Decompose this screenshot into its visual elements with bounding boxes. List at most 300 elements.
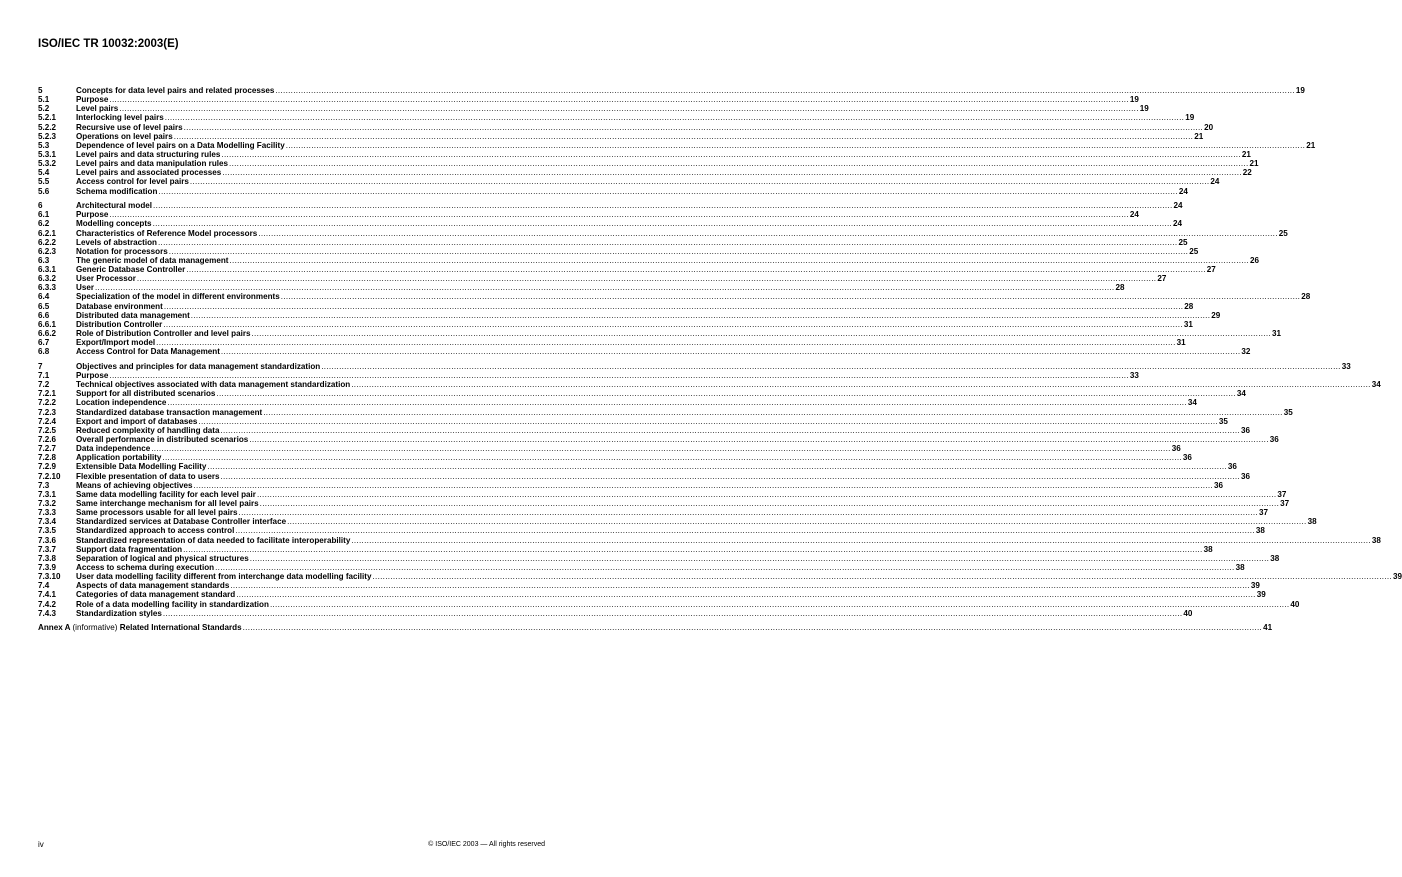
- toc-entry-title: Purpose: [76, 210, 109, 220]
- toc-entry-number: 6.7: [38, 338, 50, 348]
- dot-leader: ................................................................................................................................................................................................................................................................................................................................................................................................................: [249, 553, 1270, 563]
- toc-entry[interactable]: [38, 480, 1223, 490]
- toc-entry-title: Standardized services at Database Controller interface: [76, 517, 287, 527]
- toc-entry-title: Operations on level pairs: [76, 131, 173, 141]
- toc-section-1: [38, 86, 1316, 196]
- toc-entry-number: 7.3.7: [38, 544, 57, 554]
- toc-entry[interactable]: [38, 265, 1216, 275]
- toc-entry-number: 5.3: [38, 140, 50, 150]
- dot-leader: ................................................................................................................................................................................................................................................................................................................................................................................................................: [157, 237, 1178, 247]
- toc-entry-title: Level pairs and data structuring rules: [76, 149, 221, 159]
- toc-entry-number: 7.2.6: [38, 434, 57, 444]
- toc-entry-number: 6.6.2: [38, 329, 57, 339]
- toc-entry-page: 24: [1173, 219, 1183, 229]
- toc-entry-number: 7.3.4: [38, 517, 57, 527]
- toc-entry[interactable]: [38, 489, 1287, 499]
- toc-entry-page: 36: [1240, 471, 1250, 481]
- toc-entry-page: 29: [1211, 310, 1221, 320]
- dot-leader: ................................................................................................................................................................................................................................................................................................................................................................................................................: [275, 86, 1295, 95]
- toc-entry-page: 25: [1189, 246, 1199, 256]
- dot-leader: ................................................................................................................................................................................................................................................................................................................................................................................................................: [193, 480, 1213, 490]
- dot-leader: ................................................................................................................................................................................................................................................................................................................................................................................................................: [256, 489, 1277, 499]
- dot-leader: ................................................................................................................................................................................................................................................................................................................................................................................................................: [164, 113, 1185, 123]
- dot-leader: ................................................................................................................................................................................................................................................................................................................................................................................................................: [249, 434, 1269, 444]
- toc-entry-title: The generic model of data management: [76, 255, 229, 265]
- toc-entry-number: 5.2: [38, 104, 50, 114]
- toc-entry-number: 6.6: [38, 310, 50, 320]
- toc-entry-number: 7: [38, 361, 43, 371]
- dot-leader: ................................................................................................................................................................................................................................................................................................................................................................................................................: [259, 498, 1280, 508]
- toc-entry-page: 21: [1249, 159, 1259, 169]
- toc-entry-title: Standardization styles: [76, 608, 162, 618]
- toc-entry-page: 19: [1295, 86, 1305, 95]
- toc-entry-title: Objectives and principles for data management standardization: [76, 361, 321, 371]
- toc-entry-title: User data modelling facility different from interchange data modelling facility: [76, 572, 372, 582]
- toc-entry-number: 6.1: [38, 210, 50, 220]
- toc-entry[interactable]: [38, 517, 1317, 527]
- toc-entry-number: 5: [38, 86, 43, 95]
- toc-annex-entry[interactable]: [38, 623, 1273, 633]
- toc-entry[interactable]: [38, 186, 1188, 196]
- toc-entry-page: 21: [1194, 131, 1204, 141]
- dot-leader: ................................................................................................................................................................................................................................................................................................................................................................................................................: [230, 581, 1250, 591]
- toc-entry-number: 6.2.1: [38, 228, 57, 238]
- toc-entry-number: 7.3.9: [38, 562, 57, 572]
- dot-leader: ................................................................................................................................................................................................................................................................................................................................................................................................................: [372, 572, 1392, 582]
- dot-leader: ................................................................................................................................................................................................................................................................................................................................................................................................................: [238, 508, 1258, 518]
- toc-entry-number: 6.5: [38, 301, 50, 311]
- dot-leader: ................................................................................................................................................................................................................................................................................................................................................................................................................: [152, 219, 1173, 229]
- document-header: ISO/IEC TR 10032:2003(E): [38, 38, 179, 50]
- toc-entry-title: Dependence of level pairs on a Data Modelling Facility: [76, 140, 285, 150]
- toc-entry-number: 7.3: [38, 480, 50, 490]
- toc-entry[interactable]: [38, 122, 1214, 132]
- dot-leader: ................................................................................................................................................................................................................................................................................................................................................................................................................: [186, 265, 1206, 275]
- toc-section-2: [38, 201, 1311, 357]
- toc-entry[interactable]: [38, 599, 1300, 609]
- dot-leader: ................................................................................................................................................................................................................................................................................................................................................................................................................: [158, 186, 1178, 196]
- dot-leader: ................................................................................................................................................................................................................................................................................................................................................................................................................: [95, 283, 1115, 293]
- toc-entry-title: Aspects of data management standards: [76, 581, 230, 591]
- toc-entry-number: 7.2.5: [38, 425, 57, 435]
- dot-leader: ................................................................................................................................................................................................................................................................................................................................................................................................................: [189, 177, 1210, 187]
- toc-entry-page: 27: [1157, 274, 1167, 284]
- dot-leader: ................................................................................................................................................................................................................................................................................................................................................................................................................: [207, 462, 1227, 472]
- toc-entry[interactable]: [38, 228, 1288, 238]
- toc-entry-page: 36: [1240, 425, 1250, 435]
- toc-entry[interactable]: [38, 113, 1195, 123]
- toc-entry-title: Distributed data management: [76, 310, 190, 320]
- dot-leader: ................................................................................................................................................................................................................................................................................................................................................................................................................: [163, 301, 1184, 311]
- toc-entry-title: Standardized approach to access control: [76, 526, 235, 536]
- dot-leader: ................................................................................................................................................................................................................................................................................................................................................................................................................: [229, 255, 1249, 265]
- toc-entry-title: Level pairs and data manipulation rules: [76, 159, 229, 169]
- toc-entry-page: 35: [1218, 416, 1228, 426]
- dot-leader: ................................................................................................................................................................................................................................................................................................................................................................................................................: [153, 201, 1173, 211]
- toc-entry-title: Support for all distributed scenarios: [76, 389, 216, 399]
- toc-annex-title: [38, 623, 242, 632]
- dot-leader: ................................................................................................................................................................................................................................................................................................................................................................................................................: [151, 444, 1171, 454]
- toc-entry-title: Level pairs and associated processes: [76, 168, 222, 178]
- toc-entry-page: 28: [1115, 283, 1125, 293]
- dot-leader: ................................................................................................................................................................................................................................................................................................................................................................................................................: [183, 122, 1204, 132]
- toc-entry-title: Export and import of databases: [76, 416, 198, 426]
- dot-leader: ................................................................................................................................................................................................................................................................................................................................................................................................................: [269, 599, 1290, 609]
- toc-entry-page: 38: [1371, 535, 1381, 545]
- toc-entry-number: 7.1: [38, 371, 50, 380]
- toc-entry-number: 6.3: [38, 255, 50, 265]
- toc-entry-number: 7.4.2: [38, 599, 57, 609]
- toc-entry-title: Same interchange mechanism for all level pairs: [76, 498, 259, 508]
- toc-entry-page: 25: [1278, 228, 1288, 238]
- toc-entry-page: 19: [1139, 104, 1149, 114]
- toc-entry-title: Role of Distribution Controller and level pairs: [76, 329, 251, 339]
- dot-leader: ................................................................................................................................................................................................................................................................................................................................................................................................................: [258, 228, 1278, 238]
- toc-entry-page: 24: [1210, 177, 1220, 187]
- toc-entry-number: 7.3.2: [38, 498, 57, 508]
- toc-entry-page: 25: [1178, 237, 1188, 247]
- toc-entry-title: Export/Import model: [76, 338, 156, 348]
- dot-leader: ................................................................................................................................................................................................................................................................................................................................................................................................................: [216, 389, 1236, 399]
- toc-entry-page: 36: [1182, 453, 1192, 463]
- dot-leader: ................................................................................................................................................................................................................................................................................................................................................................................................................: [242, 623, 1263, 633]
- toc-entry-title: Level pairs: [76, 104, 119, 114]
- toc-entry[interactable]: [38, 131, 1204, 141]
- toc-entry-page: 19: [1185, 113, 1195, 123]
- toc-entry-page: 40: [1183, 608, 1193, 618]
- toc-entry-page: 28: [1301, 292, 1311, 302]
- toc-entry[interactable]: [38, 526, 1265, 536]
- dot-leader: ................................................................................................................................................................................................................................................................................................................................................................................................................: [183, 544, 1203, 554]
- toc-entry-title: Schema modification: [76, 186, 158, 196]
- toc-entry[interactable]: [38, 471, 1250, 481]
- toc-entry-page: 20: [1204, 122, 1214, 132]
- toc-entry-page: 22: [1242, 168, 1252, 178]
- toc-entry-number: 5.3.2: [38, 159, 57, 169]
- copyright-notice: © ISO/IEC 2003 — All rights reserved: [428, 841, 545, 848]
- toc-entry-number: 7.3.5: [38, 526, 57, 536]
- toc-entry-number: 6.3.2: [38, 274, 57, 284]
- toc-entry-title: Same processors usable for all level pairs: [76, 508, 238, 518]
- dot-leader: ................................................................................................................................................................................................................................................................................................................................................................................................................: [222, 168, 1242, 178]
- toc-entry-title: Extensible Data Modelling Facility: [76, 462, 207, 472]
- toc-entry-page: 38: [1255, 526, 1265, 536]
- toc-entry-title: Levels of abstraction: [76, 237, 157, 247]
- toc-entry-title: Same data modelling facility for each level pair: [76, 489, 256, 499]
- toc-entry-title: Generic Database Controller: [76, 265, 186, 275]
- toc-entry-page: 31: [1183, 319, 1193, 329]
- annex-title: Related International Standards: [119, 623, 242, 633]
- toc-entry-page: 36: [1227, 462, 1237, 472]
- toc-entry-title: Purpose: [76, 371, 109, 380]
- toc-entry-number: 7.3.3: [38, 508, 57, 518]
- toc-entry-page: 24: [1129, 210, 1139, 220]
- dot-leader: ................................................................................................................................................................................................................................................................................................................................................................................................................: [162, 608, 1183, 618]
- dot-leader: ................................................................................................................................................................................................................................................................................................................................................................................................................: [168, 246, 1189, 256]
- toc-entry[interactable]: [38, 361, 1351, 371]
- toc-entry-title: Flexible presentation of data to users: [76, 471, 220, 481]
- dot-leader: ................................................................................................................................................................................................................................................................................................................................................................................................................: [251, 329, 1271, 339]
- dot-leader: ................................................................................................................................................................................................................................................................................................................................................................................................................: [173, 131, 1194, 141]
- toc-entry-number: 7.2: [38, 380, 50, 390]
- toc-entry-page: 37: [1259, 508, 1269, 518]
- toc-entry[interactable]: [38, 210, 1139, 220]
- toc-entry[interactable]: [38, 283, 1125, 293]
- toc-entry-page: 38: [1270, 553, 1280, 563]
- toc-entry-page: 36: [1171, 444, 1181, 454]
- toc-entry-number: 7.2.10: [38, 471, 61, 481]
- toc-entry-title: Data independence: [76, 444, 151, 454]
- toc-entry-title: Characteristics of Reference Model processors: [76, 228, 258, 238]
- toc-entry-title: User Processor: [76, 274, 136, 284]
- toc-entry-number: 6.8: [38, 347, 50, 357]
- toc-entry-title: Modelling concepts: [76, 219, 152, 229]
- toc-entry-page: 27: [1206, 265, 1216, 275]
- toc-entry-title: Purpose: [76, 95, 109, 105]
- toc-entry-page: 38: [1235, 562, 1245, 572]
- toc-entry[interactable]: [38, 572, 1402, 582]
- annex-label: Annex A: [38, 623, 71, 633]
- toc-entry[interactable]: [38, 398, 1197, 408]
- toc-entry-number: 7.3.6: [38, 535, 57, 545]
- toc-entry-number: 6.3.3: [38, 283, 57, 293]
- toc-entry-page: 24: [1173, 201, 1183, 211]
- toc-entry[interactable]: [38, 581, 1260, 591]
- dot-leader: ................................................................................................................................................................................................................................................................................................................................................................................................................: [119, 104, 1139, 114]
- toc-entry-page: 38: [1307, 517, 1317, 527]
- dot-leader: ................................................................................................................................................................................................................................................................................................................................................................................................................: [220, 425, 1240, 435]
- dot-leader: ................................................................................................................................................................................................................................................................................................................................................................................................................: [167, 398, 1187, 408]
- dot-leader: ................................................................................................................................................................................................................................................................................................................................................................................................................: [198, 416, 1218, 426]
- toc-entry[interactable]: [38, 407, 1293, 417]
- toc-entry[interactable]: [38, 590, 1266, 600]
- toc-entry-page: 38: [1203, 544, 1213, 554]
- toc-entry-title: Standardized database transaction management: [76, 407, 263, 417]
- dot-leader: ................................................................................................................................................................................................................................................................................................................................................................................................................: [156, 338, 1176, 348]
- toc-entry-number: 5.4: [38, 168, 50, 178]
- toc-entry-page: 39: [1256, 590, 1266, 600]
- toc-entry-title: Access to schema during execution: [76, 562, 215, 572]
- toc-annex-section: [38, 623, 1273, 633]
- toc-entry-title: Interlocking level pairs: [76, 113, 164, 123]
- toc-entry-title: Database environment: [76, 301, 163, 311]
- toc-entry-number: 7.2.4: [38, 416, 57, 426]
- toc-entry[interactable]: [38, 301, 1194, 311]
- toc-entry-title: Recursive use of level pairs: [76, 122, 183, 132]
- toc-entry-number: 7.3.8: [38, 553, 57, 563]
- toc-entry[interactable]: [38, 149, 1251, 159]
- dot-leader: ................................................................................................................................................................................................................................................................................................................................................................................................................: [109, 95, 1129, 105]
- toc-entry-page: 24: [1178, 186, 1188, 196]
- toc-entry-number: 5.3.1: [38, 149, 57, 159]
- toc-entry[interactable]: [38, 608, 1193, 618]
- toc-entry-page: 31: [1176, 338, 1186, 348]
- toc-entry-number: 7.2.2: [38, 398, 57, 408]
- toc-entry[interactable]: [38, 104, 1149, 114]
- dot-leader: ................................................................................................................................................................................................................................................................................................................................................................................................................: [190, 310, 1211, 320]
- toc-entry[interactable]: [38, 159, 1259, 169]
- toc-entry-title: Architectural model: [76, 201, 153, 211]
- toc-entry-title: Access Control for Data Management: [76, 347, 220, 357]
- toc-entry-title: Notation for processors: [76, 246, 168, 256]
- toc-entry-number: 7.2.9: [38, 462, 57, 472]
- toc-entry[interactable]: [38, 562, 1245, 572]
- toc-entry-number: 6.3.1: [38, 265, 57, 275]
- toc-entry-title: Access control for level pairs: [76, 177, 189, 187]
- toc-entry-title: Concepts for data level pairs and related processes: [76, 86, 275, 95]
- toc-entry[interactable]: [38, 389, 1246, 399]
- dot-leader: ................................................................................................................................................................................................................................................................................................................................................................................................................: [351, 535, 1371, 545]
- toc-entry[interactable]: [38, 462, 1237, 472]
- dot-leader: ................................................................................................................................................................................................................................................................................................................................................................................................................: [263, 407, 1283, 417]
- toc-entry-page: 36: [1269, 434, 1279, 444]
- toc-entry[interactable]: [38, 255, 1259, 265]
- toc-entry-number: 7.3.10: [38, 572, 61, 582]
- toc-entry[interactable]: [38, 371, 1139, 380]
- toc-entry-title: Categories of data management standard: [76, 590, 236, 600]
- toc-entry-title: Distribution Controller: [76, 319, 163, 329]
- toc-entry-number: 6.2.3: [38, 246, 57, 256]
- toc-entry-page: 40: [1290, 599, 1300, 609]
- toc-entry[interactable]: [38, 508, 1269, 518]
- toc-entry-page: 33: [1129, 371, 1139, 380]
- toc-entry[interactable]: [38, 434, 1279, 444]
- toc-entry-page: 34: [1371, 380, 1381, 390]
- toc-entry-page: 39: [1250, 581, 1260, 591]
- dot-leader: ................................................................................................................................................................................................................................................................................................................................................................................................................: [215, 562, 1235, 572]
- table-of-contents: [38, 86, 1402, 638]
- toc-entry[interactable]: [38, 86, 1305, 95]
- toc-entry[interactable]: [38, 219, 1183, 229]
- toc-entry[interactable]: [38, 168, 1252, 178]
- dot-leader: ................................................................................................................................................................................................................................................................................................................................................................................................................: [280, 292, 1301, 302]
- toc-entry-number: 6.2.2: [38, 237, 57, 247]
- dot-leader: ................................................................................................................................................................................................................................................................................................................................................................................................................: [220, 347, 1241, 357]
- dot-leader: ................................................................................................................................................................................................................................................................................................................................................................................................................: [229, 159, 1249, 169]
- toc-entry-number: 6.4: [38, 292, 50, 302]
- toc-entry-page: 32: [1241, 347, 1251, 357]
- toc-entry-number: 7.2.1: [38, 389, 57, 399]
- toc-entry[interactable]: [38, 95, 1139, 105]
- page-number: iv: [38, 840, 44, 849]
- dot-leader: ................................................................................................................................................................................................................................................................................................................................................................................................................: [236, 590, 1256, 600]
- toc-entry-number: 5.2.3: [38, 131, 57, 141]
- toc-entry[interactable]: [38, 274, 1167, 284]
- toc-entry-page: 26: [1249, 255, 1259, 265]
- toc-entry[interactable]: [38, 246, 1199, 256]
- toc-entry-number: 7.2.8: [38, 453, 57, 463]
- toc-entry-page: 31: [1271, 329, 1281, 339]
- toc-annex-page: 41: [1263, 623, 1273, 633]
- toc-entry[interactable]: [38, 310, 1221, 320]
- toc-entry-title: User: [76, 283, 94, 293]
- toc-entry[interactable]: [38, 319, 1193, 329]
- toc-entry[interactable]: [38, 453, 1192, 463]
- toc-entry-page: 21: [1306, 140, 1316, 150]
- toc-entry-number: 7.4.1: [38, 590, 57, 600]
- toc-entry-title: Standardized representation of data needed to facilitate interoperability: [76, 535, 351, 545]
- dot-leader: ................................................................................................................................................................................................................................................................................................................................................................................................................: [136, 274, 1157, 284]
- dot-leader: ................................................................................................................................................................................................................................................................................................................................................................................................................: [285, 140, 1306, 150]
- toc-entry-title: Location independence: [76, 398, 167, 408]
- toc-entry-title: Reduced complexity of handling data: [76, 425, 220, 435]
- toc-entry-page: 34: [1187, 398, 1197, 408]
- dot-leader: ................................................................................................................................................................................................................................................................................................................................................................................................................: [287, 517, 1307, 527]
- toc-entry-number: 7.3.1: [38, 489, 57, 499]
- toc-entry-number: 5.6: [38, 186, 50, 196]
- dot-leader: ................................................................................................................................................................................................................................................................................................................................................................................................................: [220, 471, 1240, 481]
- toc-entry-number: 7.2.7: [38, 444, 57, 454]
- toc-entry[interactable]: [38, 380, 1381, 390]
- toc-entry-page: 34: [1236, 389, 1246, 399]
- toc-entry-number: 6: [38, 201, 43, 211]
- toc-entry-page: 28: [1184, 301, 1194, 311]
- toc-entry-title: Support data fragmentation: [76, 544, 183, 554]
- toc-entry-page: 21: [1241, 149, 1251, 159]
- dot-leader: ................................................................................................................................................................................................................................................................................................................................................................................................................: [109, 371, 1129, 380]
- toc-entry[interactable]: [38, 338, 1186, 348]
- toc-entry-title: Application portability: [76, 453, 162, 463]
- dot-leader: ................................................................................................................................................................................................................................................................................................................................................................................................................: [235, 526, 1255, 536]
- dot-leader: ................................................................................................................................................................................................................................................................................................................................................................................................................: [109, 210, 1129, 220]
- toc-entry[interactable]: [38, 444, 1181, 454]
- dot-leader: ................................................................................................................................................................................................................................................................................................................................................................................................................: [321, 361, 1341, 371]
- toc-entry-title: Means of achieving objectives: [76, 480, 193, 490]
- toc-entry-title: Role of a data modelling facility in standardization: [76, 599, 269, 609]
- toc-entry[interactable]: [38, 347, 1251, 357]
- toc-entry[interactable]: [38, 201, 1183, 211]
- toc-entry-page: 37: [1280, 498, 1290, 508]
- toc-entry[interactable]: [38, 553, 1280, 563]
- toc-entry[interactable]: [38, 140, 1316, 150]
- toc-entry[interactable]: [38, 329, 1281, 339]
- toc-entry-title: Technical objectives associated with data management standardization: [76, 380, 351, 390]
- toc-entry[interactable]: [38, 177, 1220, 187]
- toc-entry-page: 19: [1129, 95, 1139, 105]
- toc-section-3: [38, 361, 1402, 618]
- toc-entry[interactable]: [38, 544, 1213, 554]
- toc-entry-page: 33: [1341, 361, 1351, 371]
- toc-entry-number: 5.5: [38, 177, 50, 187]
- dot-leader: ................................................................................................................................................................................................................................................................................................................................................................................................................: [351, 380, 1371, 390]
- dot-leader: ................................................................................................................................................................................................................................................................................................................................................................................................................: [221, 149, 1241, 159]
- toc-entry[interactable]: [38, 292, 1311, 302]
- toc-entry-number: 5.2.2: [38, 122, 57, 132]
- toc-entry-title: Separation of logical and physical structures: [76, 553, 249, 563]
- toc-entry-number: 7.2.3: [38, 407, 57, 417]
- toc-entry-page: 37: [1277, 489, 1287, 499]
- dot-leader: ................................................................................................................................................................................................................................................................................................................................................................................................................: [162, 453, 1182, 463]
- toc-entry-number: 7.4: [38, 581, 50, 591]
- toc-entry-title: Overall performance in distributed scenarios: [76, 434, 249, 444]
- toc-entry-number: 6.2: [38, 219, 50, 229]
- toc-entry-page: 39: [1392, 572, 1402, 582]
- annex-note: (informative): [72, 623, 118, 633]
- toc-entry[interactable]: [38, 416, 1228, 426]
- toc-entry-title: Specialization of the model in different environments: [76, 292, 280, 302]
- toc-entry-number: 5.2.1: [38, 113, 57, 123]
- dot-leader: ................................................................................................................................................................................................................................................................................................................................................................................................................: [163, 319, 1183, 329]
- toc-entry-number: 5.1: [38, 95, 50, 105]
- toc-entry-number: 7.4.3: [38, 608, 57, 618]
- toc-entry[interactable]: [38, 535, 1381, 545]
- toc-entry[interactable]: [38, 237, 1188, 247]
- toc-entry-page: 35: [1283, 407, 1293, 417]
- toc-entry[interactable]: [38, 498, 1290, 508]
- toc-entry[interactable]: [38, 425, 1250, 435]
- toc-entry-number: 6.6.1: [38, 319, 57, 329]
- toc-entry-page: 36: [1213, 480, 1223, 490]
